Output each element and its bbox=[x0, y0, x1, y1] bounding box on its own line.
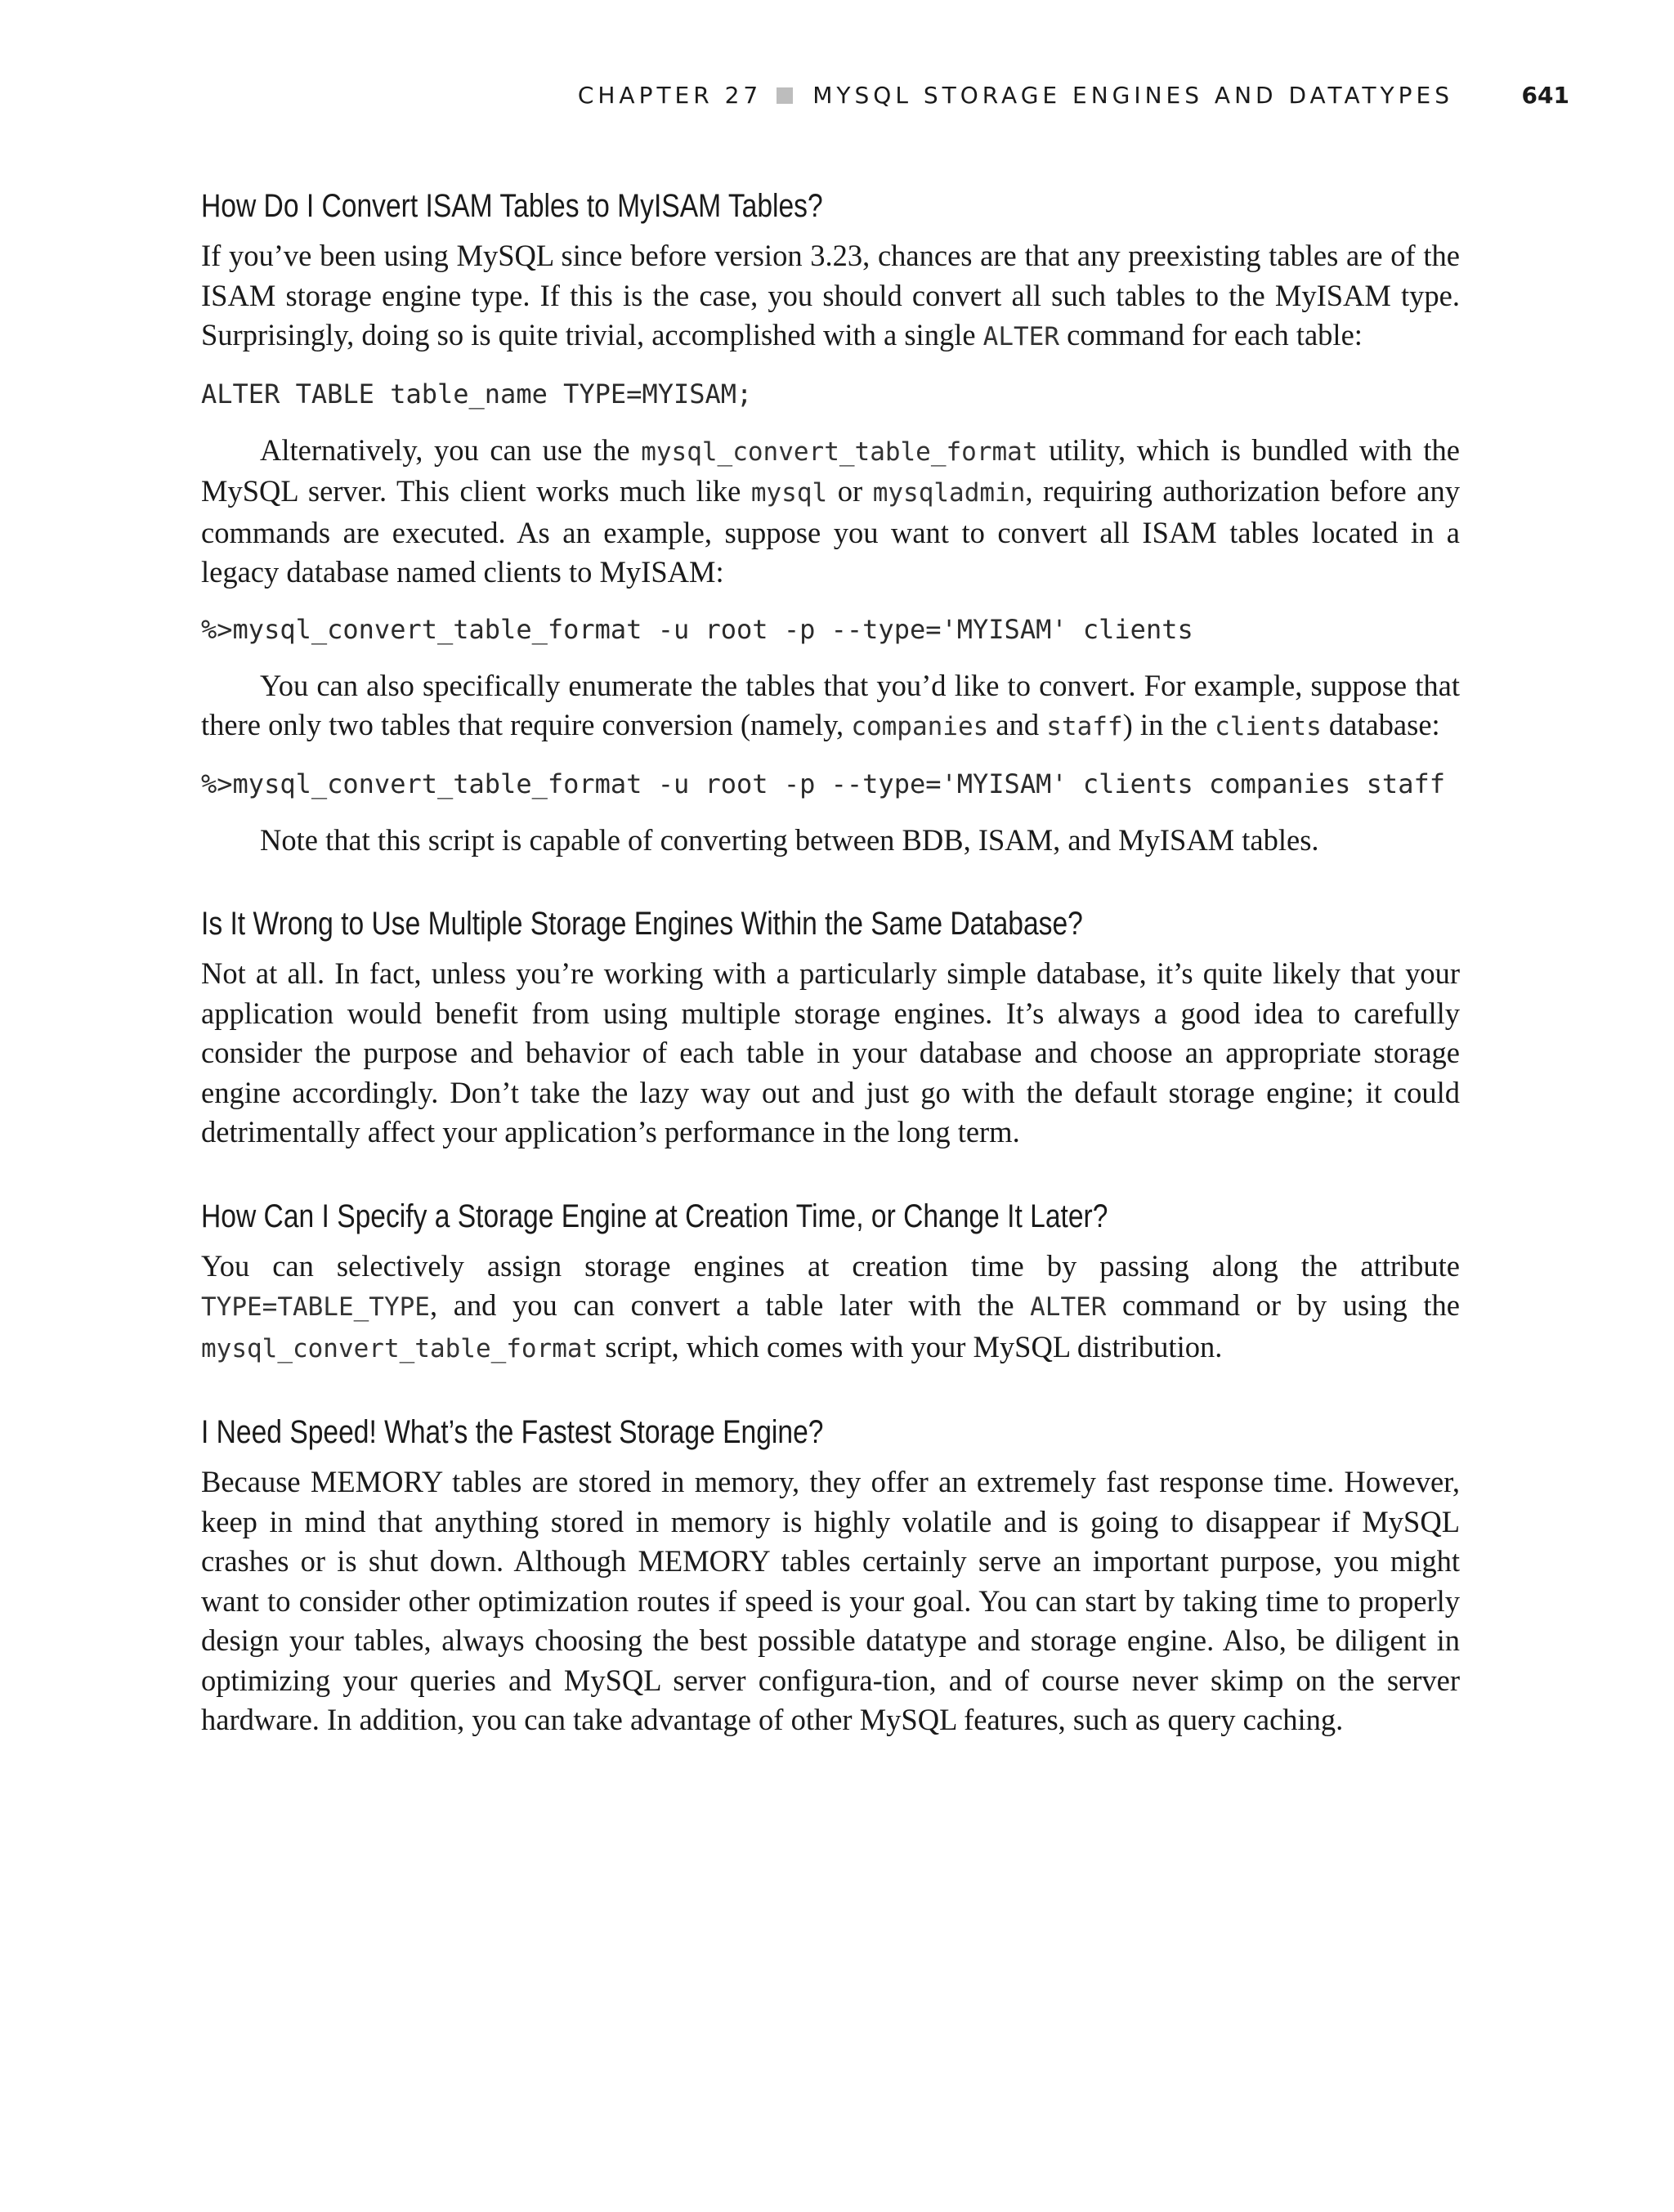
section-heading-multiple-engines: Is It Wrong to Use Multiple Storage Engines Within the Same Database? bbox=[201, 906, 1083, 942]
paragraph: You can selectively assign storage engines at creation time by passing along the attribute TYPE=TABLE_TYPE, and you can convert a table later with the ALTER command or by using the mysql_convert_table_format script, which comes with your MySQL distribution. bbox=[201, 1248, 1460, 1363]
inline-code: mysqladmin bbox=[872, 478, 1026, 508]
inline-code: mysql_convert_table_format bbox=[641, 437, 1038, 467]
paragraph: Note that this script is capable of converting between BDB, ISAM, and MyISAM tables. bbox=[260, 822, 1319, 857]
section-heading-fastest-engine: I Need Speed! What’s the Fastest Storage Engine? bbox=[201, 1414, 824, 1450]
page-header bbox=[0, 82, 1674, 114]
inline-code: clients bbox=[1215, 712, 1322, 741]
chapter-title: MYSQL STORAGE ENGINES AND DATATYPES bbox=[812, 82, 1453, 109]
inline-code: ALTER bbox=[1030, 1292, 1107, 1322]
paragraph: Alternatively, you can use the mysql_convert_table_format utility, which is bundled with the MySQL server. This client works much like mysql or mysqladmin, requiring authorization before any commands are executed. As an example, suppose you want to convert all ISAM tables located in a legacy database named clients to MyISAM: bbox=[201, 432, 1460, 589]
chapter-label: CHAPTER 27 bbox=[577, 82, 763, 109]
running-head bbox=[578, 82, 1453, 109]
paragraph: If you’ve been using MySQL since before version 3.23, chances are that any preexisting tables are of the ISAM storage engine type. If this is the case, you should convert all such tables to the MyISAM type. Surprisingly, doing so is quite trivial, accomplished with a single ALTER command for each table: bbox=[201, 239, 1460, 352]
section-heading-specify-engine: How Can I Specify a Storage Engine at Creation Time, or Change It Later? bbox=[201, 1198, 1108, 1234]
inline-code: mysql_convert_table_format bbox=[201, 1333, 598, 1363]
inline-code: companies bbox=[851, 712, 989, 741]
section-heading-convert-isam: How Do I Convert ISAM Tables to MyISAM Tables? bbox=[201, 188, 823, 224]
paragraph: You can also specifically enumerate the tables that you’d like to convert. For example, suppose that there only two tables that require conversion (namely, companies and staff) in the clients database: bbox=[201, 668, 1460, 741]
paragraph: Not at all. In fact, unless you’re working with a particularly simple database, it’s quite likely that your application would benefit from using multiple storage engines. It’s always a good idea to carefully consider the purpose and behavior of each table in your database and choose an appropriate storage engine accordingly. Don’t take the lazy way out and just go with the default storage engine; it could detrimentally affect your application’s performance in the long term. bbox=[201, 956, 1460, 1149]
inline-code: ALTER bbox=[982, 322, 1059, 352]
code-block: %>mysql_convert_table_format -u root -p --type='MYISAM' clients companies staff bbox=[201, 768, 1445, 799]
page-number: 641 bbox=[1521, 82, 1569, 109]
inline-code: mysql bbox=[750, 478, 828, 508]
code-block: ALTER TABLE table_name TYPE=MYISAM; bbox=[201, 378, 753, 410]
separator-square-icon bbox=[777, 87, 793, 104]
code-block: %>mysql_convert_table_format -u root -p --type='MYISAM' clients bbox=[201, 613, 1193, 645]
paragraph: Because MEMORY tables are stored in memory, they offer an extremely fast response time. However, keep in mind that anything stored in memory is highly volatile and is going to disappear if MySQL crashes or is shut down. Although MEMORY tables certainly serve an important purpose, you might want to consider other optimization routes if speed is your goal. You can start by taking time to properly design your tables, always choosing the best possible datatype and storage engine. Also, be diligent in optimizing your queries and MySQL server configura-tion, and of course never skimp on the server hardware. In addition, you can take advantage of other MySQL features, such as query caching. bbox=[201, 1465, 1460, 1736]
inline-code: staff bbox=[1046, 712, 1123, 741]
inline-code: TYPE=TABLE_TYPE bbox=[201, 1292, 430, 1322]
page-body bbox=[201, 188, 1460, 1740]
